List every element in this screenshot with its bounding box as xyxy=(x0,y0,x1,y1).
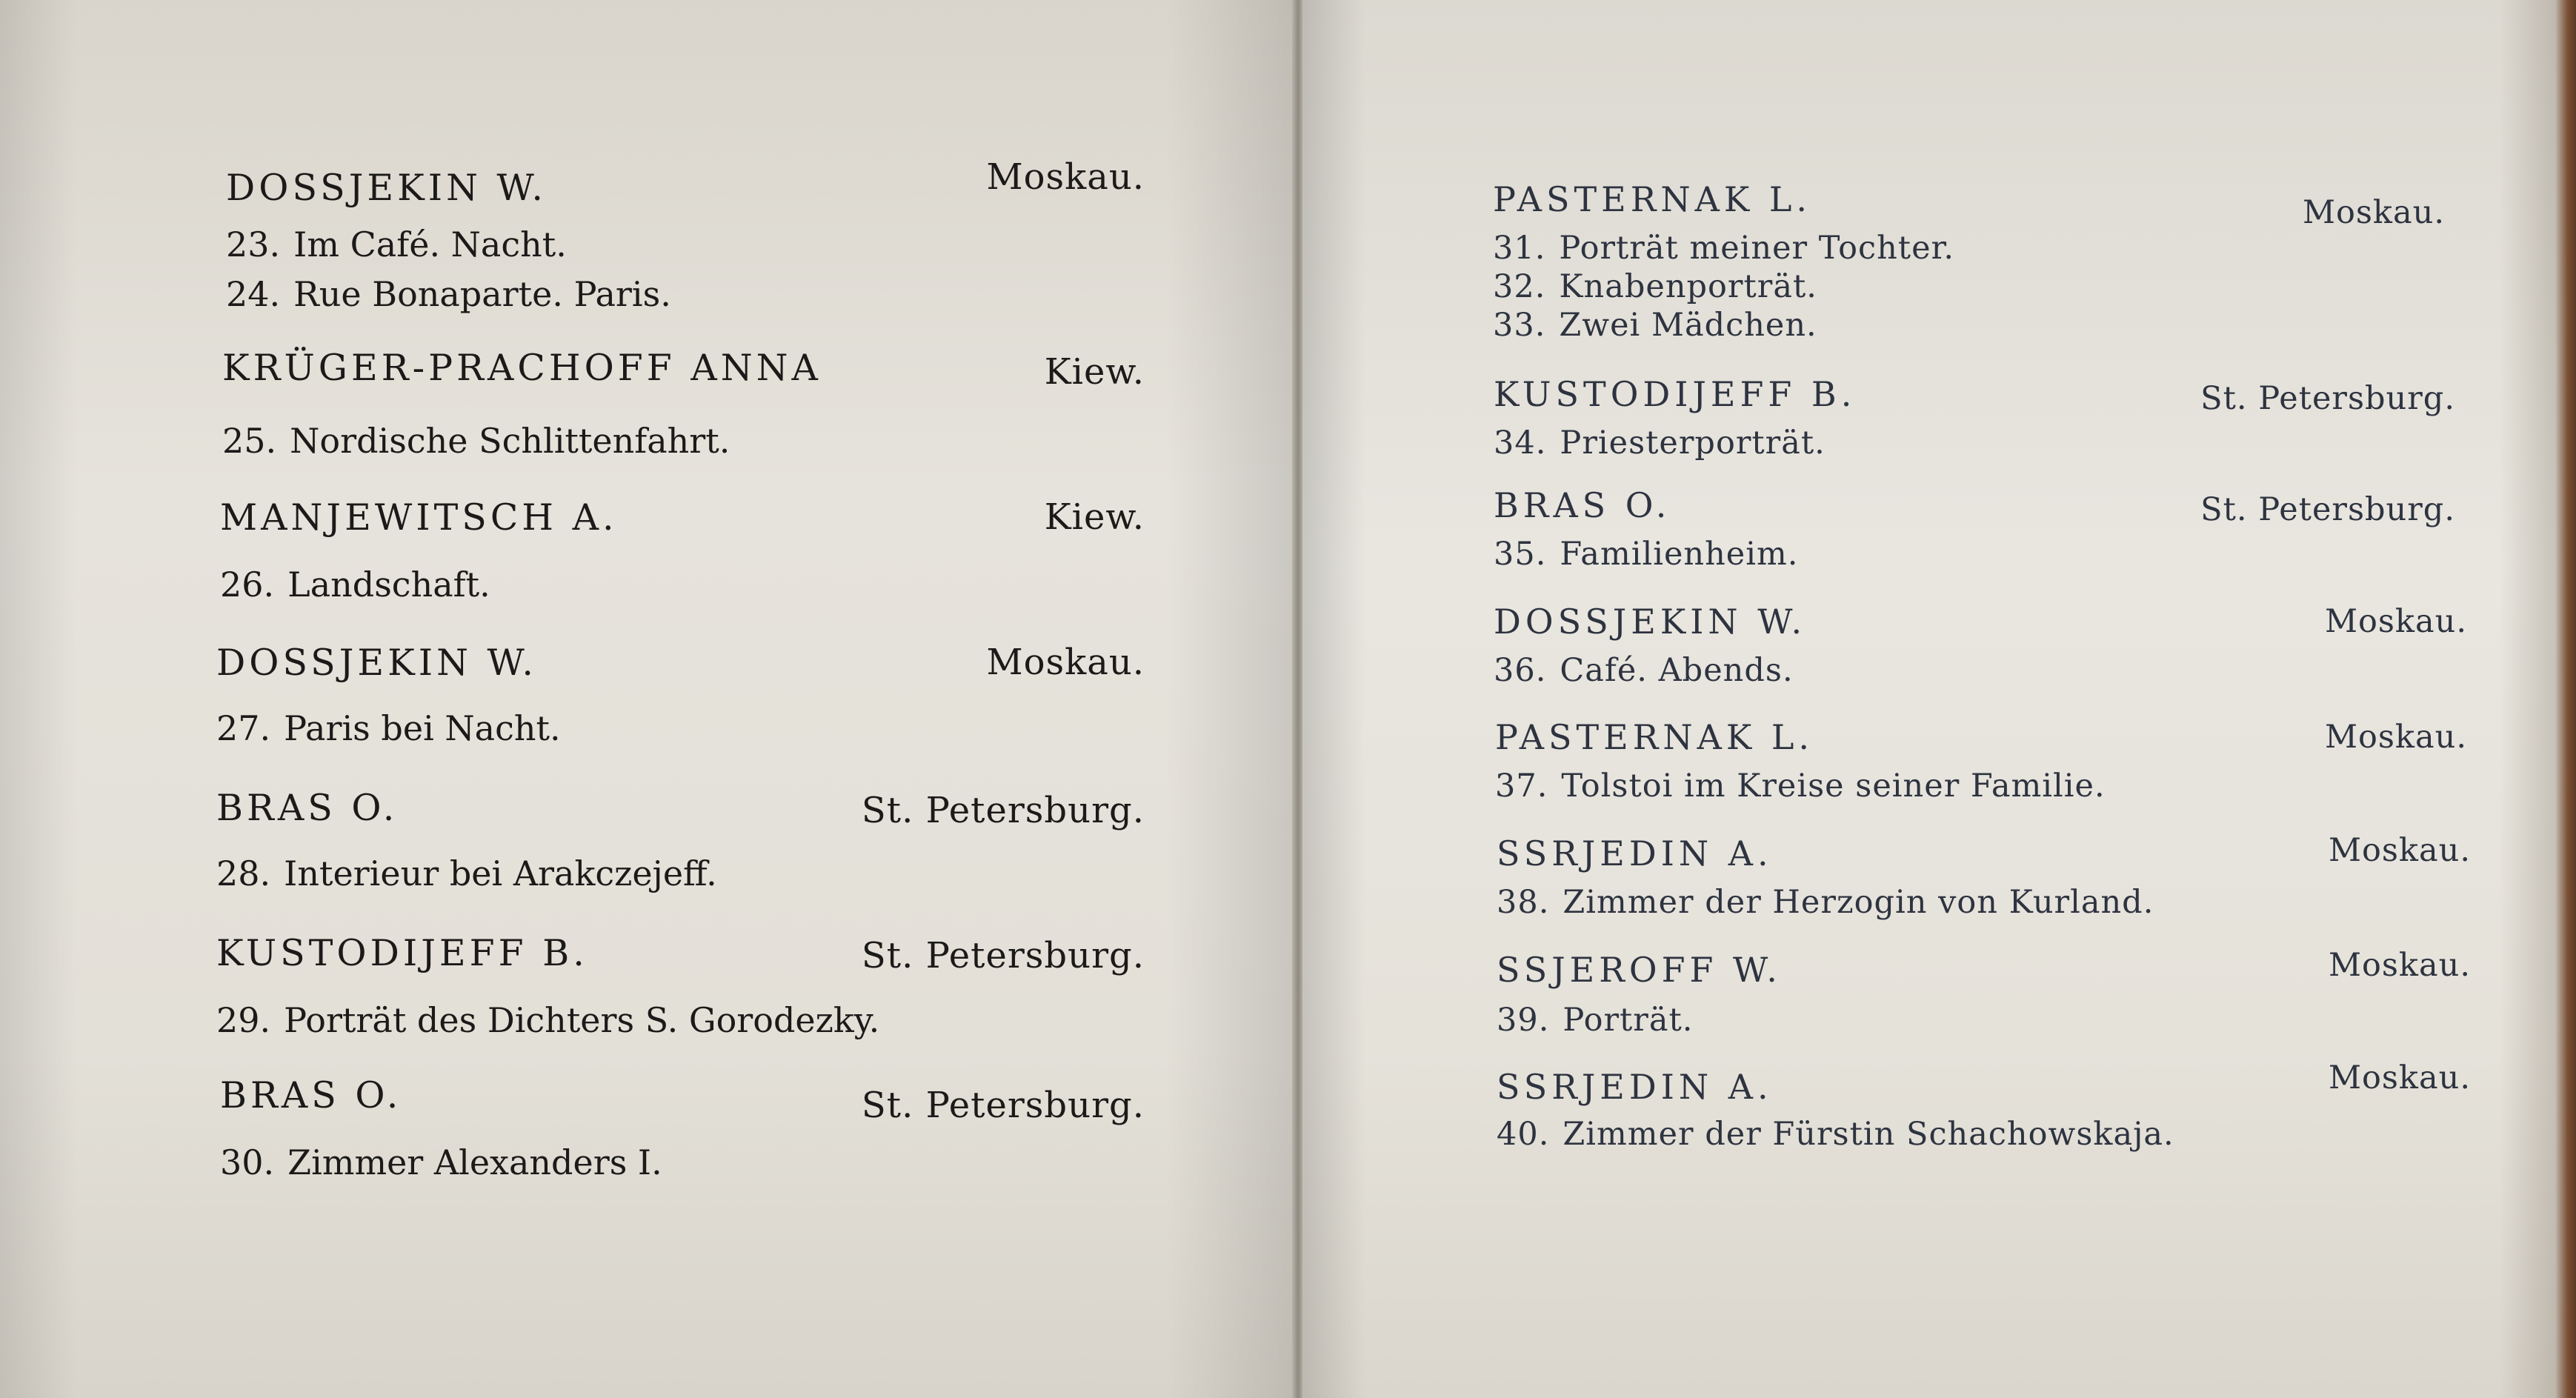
artist-city: Moskau. xyxy=(2324,719,2467,756)
work-title: Porträt. xyxy=(1562,1002,1694,1039)
catalogue-entry xyxy=(1494,374,2455,470)
work-title: Porträt meiner Tochter. xyxy=(1559,230,1955,267)
work-title: Familienheim. xyxy=(1560,536,1799,573)
catalogue-entry xyxy=(1494,602,2467,698)
work-number: 26. xyxy=(220,565,275,605)
artist-city: St. Petersburg. xyxy=(2200,491,2455,528)
work-title: Paris bei Nacht. xyxy=(284,708,561,748)
work-title: Zwei Mädchen. xyxy=(1559,307,1817,344)
catalogue-entry xyxy=(222,347,1145,465)
work-item xyxy=(1493,268,1817,305)
artist-city: Moskau. xyxy=(2324,603,2467,640)
work-item xyxy=(220,565,490,605)
catalogue-entry xyxy=(220,496,1145,615)
work-number: 32. xyxy=(1493,268,1546,305)
work-item xyxy=(216,708,561,748)
artist-city: Moskau. xyxy=(2302,194,2445,231)
artist-city: Moskau. xyxy=(986,642,1145,683)
catalogue-entry xyxy=(1497,947,2471,1046)
work-number: 23. xyxy=(226,224,281,264)
work-number: 24. xyxy=(226,274,281,314)
work-title: Interieur bei Arakczejeff. xyxy=(284,853,717,893)
catalogue-entry xyxy=(1497,833,2471,930)
work-item xyxy=(1497,884,2154,921)
work-item xyxy=(222,421,730,461)
catalogue-entry xyxy=(1495,717,2467,813)
work-title: Knabenporträt. xyxy=(1559,268,1817,305)
work-title: Landschaft. xyxy=(287,565,490,605)
artist-city: St. Petersburg. xyxy=(861,1085,1145,1126)
work-title: Porträt des Dichters S. Gorodezky. xyxy=(284,1000,880,1040)
work-number: 25. xyxy=(222,421,277,461)
catalogue-entry xyxy=(1494,485,2455,582)
artist-name: KRÜGER-PRACHOFF ANNA xyxy=(222,347,822,389)
artist-city: St. Petersburg. xyxy=(861,790,1145,831)
artist-name: BRAS O. xyxy=(216,787,399,829)
work-number: 33. xyxy=(1493,307,1546,344)
catalogue-entry xyxy=(1497,1059,2471,1163)
work-item xyxy=(220,1142,662,1182)
artist-city: Moskau. xyxy=(2328,832,2471,869)
work-item xyxy=(216,853,717,893)
work-title: Café. Abends. xyxy=(1560,652,1794,689)
work-item xyxy=(1497,1116,2174,1153)
work-number: 30. xyxy=(220,1142,275,1182)
work-number: 28. xyxy=(216,853,271,893)
artist-name: SSRJEDIN A. xyxy=(1497,833,1773,873)
catalogue-entry xyxy=(216,642,1145,760)
work-number: 39. xyxy=(1497,1002,1550,1039)
work-title: Zimmer Alexanders I. xyxy=(287,1142,662,1182)
artist-city: St. Petersburg. xyxy=(2200,380,2455,417)
work-item xyxy=(226,274,671,314)
work-item xyxy=(1494,652,1794,689)
work-number: 29. xyxy=(216,1000,271,1040)
catalogue-entry xyxy=(216,787,1145,905)
artist-city: Moskau. xyxy=(986,156,1145,198)
work-number: 34. xyxy=(1494,425,1547,462)
work-title: Priesterporträt. xyxy=(1560,425,1826,462)
artist-city: St. Petersburg. xyxy=(861,935,1145,976)
artist-name: DOSSJEKIN W. xyxy=(216,642,537,684)
work-item xyxy=(1497,1002,1693,1039)
page-edge-shadow xyxy=(2555,0,2576,1398)
artist-name: KUSTODIJEFF B. xyxy=(216,932,588,974)
work-number: 40. xyxy=(1497,1116,1550,1153)
artist-name: BRAS O. xyxy=(1494,485,1671,525)
work-number: 37. xyxy=(1495,768,1548,805)
work-title: Tolstoi im Kreise seiner Familie. xyxy=(1561,768,2106,805)
work-number: 35. xyxy=(1494,536,1547,573)
work-title: Zimmer der Herzogin von Kurland. xyxy=(1562,884,2154,921)
artist-name: BRAS O. xyxy=(220,1074,402,1116)
catalogue-entry xyxy=(216,932,1145,1051)
artist-city: Moskau. xyxy=(2328,1059,2471,1096)
work-number: 27. xyxy=(216,708,271,748)
artist-name: SSRJEDIN A. xyxy=(1497,1067,1773,1107)
artist-name: DOSSJEKIN W. xyxy=(226,167,547,209)
artist-city: Moskau. xyxy=(2328,947,2471,984)
artist-city: Kiew. xyxy=(1044,496,1145,538)
work-title: Zimmer der Fürstin Schachowskaja. xyxy=(1562,1116,2174,1153)
work-title: Rue Bonaparte. Paris. xyxy=(293,274,671,314)
artist-name: SSJEROFF W. xyxy=(1497,950,1782,990)
work-title: Nordische Schlittenfahrt. xyxy=(290,421,730,461)
work-item xyxy=(226,224,567,264)
catalogue-entry xyxy=(1493,179,2445,357)
artist-name: KUSTODIJEFF B. xyxy=(1494,374,1857,414)
work-title: Im Café. Nacht. xyxy=(293,224,567,264)
work-item xyxy=(1493,307,1817,344)
artist-name: PASTERNAK L. xyxy=(1493,179,1811,219)
catalogue-entry xyxy=(226,156,1145,337)
work-item xyxy=(1493,230,1954,267)
right-page xyxy=(1302,0,2576,1398)
work-item xyxy=(216,1000,879,1040)
work-item xyxy=(1494,425,1826,462)
artist-name: MANJEWITSCH A. xyxy=(220,496,618,539)
work-number: 31. xyxy=(1493,230,1546,267)
catalogue-entry xyxy=(220,1074,1145,1200)
artist-name: PASTERNAK L. xyxy=(1495,717,1814,757)
artist-city: Kiew. xyxy=(1044,351,1145,393)
work-number: 38. xyxy=(1497,884,1550,921)
work-item xyxy=(1494,536,1798,573)
work-number: 36. xyxy=(1494,652,1547,689)
artist-name: DOSSJEKIN W. xyxy=(1494,602,1807,642)
work-item xyxy=(1495,768,2106,805)
